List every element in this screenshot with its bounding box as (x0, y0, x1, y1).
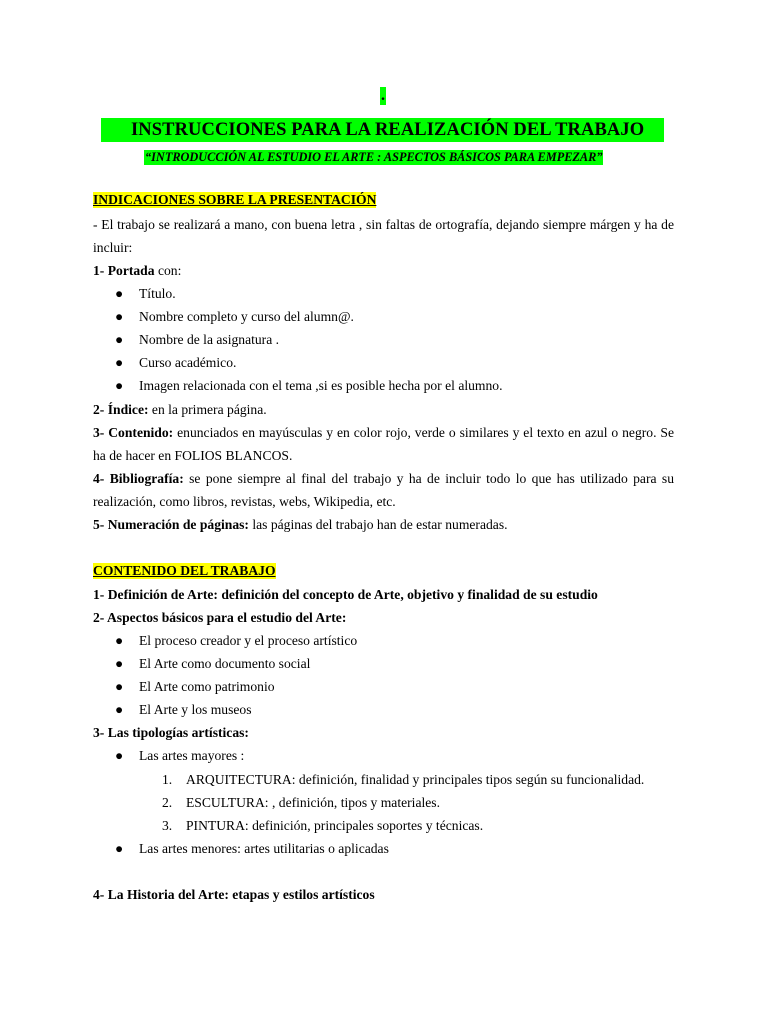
list-number: 1. (162, 772, 173, 787)
contenido-paragraph (93, 421, 674, 467)
contenido-label: 3- Contenido: (93, 425, 174, 440)
bullet-icon: ● (115, 656, 124, 671)
indice-line (93, 402, 267, 418)
portada-item: Imagen relacionada con el tema ,si es posible hecha por el alumno. (139, 378, 503, 393)
bullet-icon: ● (115, 355, 124, 370)
bullet-icon: ● (115, 286, 124, 301)
arte-mayor-item: ESCULTURA: , definición, tipos y materiales. (186, 795, 440, 810)
arte-mayor-item: ARQUITECTURA: definición, finalidad y principales tipos según su funcionalidad. (186, 772, 645, 787)
portada-text: con: (154, 263, 182, 278)
indice-label: 2- Índice: (93, 402, 149, 417)
bullet-icon: ● (115, 702, 124, 717)
contenido-text: enunciados en mayúsculas y en color rojo, verde o similares y el texto en azul o negro. Se ha de hacer en FOLIOS BLANCOS. (93, 425, 674, 463)
portada-label: 1- Portada (93, 263, 155, 278)
content-item-3: 3- Las tipologías artísticas: (93, 725, 249, 740)
bullet-icon: ● (115, 332, 124, 347)
page-subtitle: “INTRODUCCIÓN AL ESTUDIO EL ARTE : ASPECTOS BÁSICOS PARA EMPEZAR” (145, 150, 603, 164)
portada-item: Curso académico. (139, 355, 237, 370)
presentation-heading: INDICACIONES SOBRE LA PRESENTACIÓN (93, 192, 377, 207)
aspect-item: El Arte y los museos (139, 702, 252, 717)
content-heading: CONTENIDO DEL TRABAJO (93, 563, 276, 578)
header-mark: . (381, 87, 385, 104)
indice-text: en la primera página. (148, 402, 267, 417)
content-item-2: 2- Aspectos básicos para el estudio del Arte: (93, 610, 347, 625)
bullet-icon: ● (115, 633, 124, 648)
content-item-4: 4- La Historia del Arte: etapas y estilos artísticos (93, 887, 375, 902)
portada-item: Nombre completo y curso del alumn@. (139, 309, 354, 324)
bullet-icon: ● (115, 748, 124, 763)
aspect-item: El proceso creador y el proceso artístico (139, 633, 358, 648)
arte-mayor-item: PINTURA: definición, principales soportes y técnicas. (186, 818, 484, 833)
bullet-icon: ● (115, 679, 124, 694)
numeracion-text: las páginas del trabajo han de estar numeradas. (248, 517, 508, 532)
artes-menores: Las artes menores: artes utilitarias o aplicadas (139, 841, 389, 856)
portada-item: Nombre de la asignatura . (139, 332, 280, 347)
presentation-intro: - El trabajo se realizará a mano, con buena letra , sin faltas de ortografía, dejando siempre márgen y ha de incluir: (93, 217, 674, 255)
bullet-icon: ● (115, 309, 124, 324)
numeracion-line (93, 517, 508, 533)
bibliografia-paragraph (93, 467, 674, 513)
content-item-1: 1- Definición de Arte: definición del concepto de Arte, objetivo y finalidad de su estudio (93, 587, 598, 602)
bibliografia-text: se pone siempre al final del trabajo y ha de incluir todo lo que has utilizado para su realización, como libros, revistas, webs, Wikipedia, etc. (93, 471, 674, 509)
bullet-icon: ● (115, 841, 124, 856)
title-highlight (101, 118, 664, 142)
artes-mayores: Las artes mayores : (139, 748, 245, 763)
portada-item: Título. (139, 286, 176, 301)
list-number: 2. (162, 795, 173, 810)
page-title: INSTRUCCIONES PARA LA REALIZACIÓN DEL TRABAJO (131, 120, 645, 140)
numeracion-label: 5- Numeración de páginas: (93, 517, 249, 532)
aspect-item: El Arte como patrimonio (139, 679, 275, 694)
list-number: 3. (162, 818, 173, 833)
bullet-icon: ● (115, 378, 124, 393)
portada-line (93, 263, 181, 279)
bibliografia-label: 4- Bibliografía: (93, 471, 184, 486)
aspect-item: El Arte como documento social (139, 656, 311, 671)
